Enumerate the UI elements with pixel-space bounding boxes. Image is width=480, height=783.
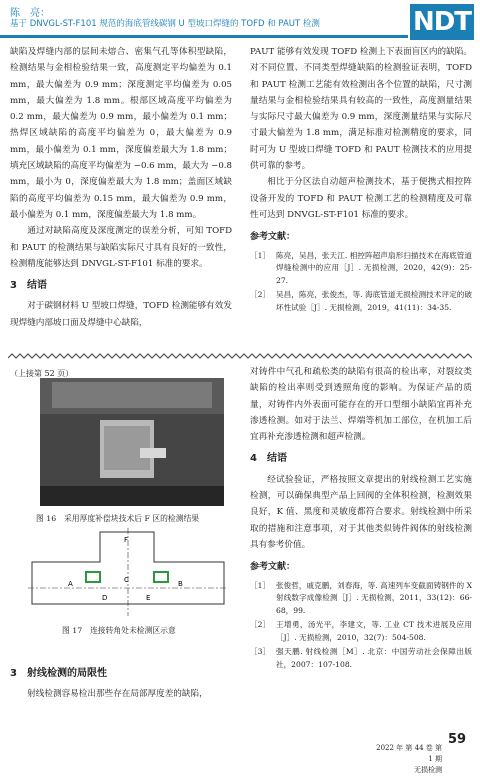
reference-item: ［3］ 强天鹏. 射线检测［M］. 北京：中国劳动社会保障出版社，2007：107-108. bbox=[250, 647, 472, 669]
issue-line: 2022 年 第 44 卷 第 1 期 bbox=[376, 744, 442, 763]
journal-name: 无损检测 bbox=[414, 766, 442, 774]
running-author: 陈 亮： bbox=[10, 8, 50, 19]
diagram-label-a: A bbox=[68, 580, 73, 588]
page-number: 59 bbox=[448, 732, 467, 747]
reference-item: ［2］ 吴昌，陈亮，张俊杰，等. 海底管道无损检测技术评定的破坏性试验［J］. 无损检测，2019，41(11)：34-35. bbox=[250, 290, 472, 312]
section-heading: 3 结语 bbox=[10, 280, 47, 292]
paragraph: 缺陷及焊缝内部的层间未熔合、密集气孔等体积型缺陷，检测结果与金相检验结果一致，高度测定平均偏差为 0.1 mm，最大偏差为 0.9 mm；深度测定平均偏差为 0.05 mm，最大偏差为 1.8 mm。根部区域高度平均偏差为 0.2 mm，最大偏差为 0.9 mm，最小偏差为 0.1 mm；热焊区域缺陷的高度平均偏差为 0，最大偏差为 0.9 mm，最小偏差为 0.1 mm，深度偏差最大为 1.8 mm；填充区域缺陷的高度平均偏差为 −0.6 mm，最大为 −0.8 mm，最小为 0，深度偏差最大为 1.8 mm；盖面区域缺陷的高度平均偏差为 0.15 mm，最大偏差为 0.9 mm，最小偏差为 0.1 mm，深度偏差最大为 1.8 mm。 bbox=[10, 47, 232, 220]
paragraph: 射线检测容易检出那些存在局部厚度差的缺陷， bbox=[27, 689, 208, 700]
top-right-column bbox=[250, 44, 472, 316]
figure-16-caption: 图 16 采用厚度补偿块技术后 F 区的检测结果 bbox=[36, 514, 200, 523]
references-heading: 参考文献： bbox=[250, 232, 296, 243]
paragraph: 对于碳钢材料 U 型坡口焊缝，TOFD 检测能够有效发现焊缝内部坡口面及焊缝中心缺陷， bbox=[10, 301, 232, 328]
bottom-left-column bbox=[10, 660, 232, 703]
running-title: 基于 DNVGL-ST-F101 规范的海底管线碳钢 U 型坡口焊缝的 TOFD 和 PAUT 检测 bbox=[10, 19, 320, 29]
continued-note: （上接第 52 页） bbox=[10, 369, 74, 378]
diagram-label-b: B bbox=[178, 580, 183, 588]
figure-17-diagram bbox=[28, 528, 228, 616]
reference-item: ［2］ 王增勇，汤光平，李建文，等. 工业 CT 技术进展及应用［J］. 无损检测，2010，32(7)：504-508. bbox=[250, 620, 472, 642]
diagram-label-d: D bbox=[102, 594, 108, 602]
figure-16-image bbox=[40, 378, 224, 506]
reference-item: ［1］ 陈亮，吴昌，张天江. 相控阵超声扇形扫描技术在海底管道焊缝检测中的应用［J］. 无损检测，2020，42(9)：25-27. bbox=[250, 250, 472, 285]
diagram-label-c: C bbox=[124, 576, 129, 584]
radiograph-photo bbox=[40, 378, 224, 506]
references-heading: 参考文献： bbox=[250, 562, 296, 573]
top-left-column bbox=[10, 44, 232, 331]
section-heading: 3 射线检测的局限性 bbox=[10, 668, 107, 679]
issue-info bbox=[372, 743, 442, 776]
figure-17-caption: 图 17 连接转角处未检测区示意 bbox=[62, 626, 176, 635]
paragraph: 相比于分区法自动超声检测技术，基于便携式相控阵设备开发的 TOFD 和 PAUT 检测工艺的检测精度及可靠性可达到 DNVGL-ST-F101 标准的要求。 bbox=[250, 177, 472, 220]
paragraph: PAUT 能够有效发现 TOFD 检测上下表面盲区内的缺陷。对不同位置、不同类型焊缝缺陷的检测验证表明，TOFD 和 PAUT 检测工艺能有效检测出各个位置的缺陷，尺寸测量结果与金相检验结果具有较高的一致性，高度测量结果与实际尺寸最大偏差为 0.9 mm，深度测量结果与实际尺寸最大偏差为 1.8 mm，满足标准对检测精度的要求，同时可为 U 型坡口焊缝 TOFD 和 PAUT 检测技术的应用提供可靠的参考。 bbox=[250, 47, 472, 172]
paragraph: 经试验验证，严格按照文章提出的射线检测工艺实施检测，可以确保典型产品上回阀的全体积检测，检测效果良好，K 值、黑度和灵敏度都符合要求。射线检测中所采取的措施和注意事项，对于其他类似铸件阀体的射线检测具有参考价值。 bbox=[250, 474, 472, 550]
section-divider bbox=[8, 352, 472, 360]
header-rule bbox=[0, 35, 408, 38]
diagram-label-f: F bbox=[124, 536, 129, 544]
bottom-right-column bbox=[250, 364, 472, 673]
reference-item: ［1］ 张俊哲，戚克鹏，刘春海，等. 高速列车变截面铸钢件的 X 射线数字成像检测［J］. 无损检测，2011，33(12)：66-68，99. bbox=[250, 580, 472, 615]
section-heading: 4 结语 bbox=[250, 453, 287, 465]
journal-logo: NDT bbox=[410, 4, 474, 40]
paragraph: 对铸件中气孔和疏松类的缺陷有很高的检出率，对裂纹类缺陷的检出率则受到透照角度的影响。为保证产品的质量，对铸件内外表面可能存在的开口型细小缺陷宜再补充渗透检测。如对于法兰、焊端等机加工部位，在机加工后宜再补充渗透检测和超声检测。 bbox=[250, 367, 472, 443]
paragraph: 通过对缺陷高度及深度测定的误差分析，可知 TOFD 和 PAUT 的检测结果与缺陷实际尺寸具有良好的一致性，检测精度能够达到 DNVGL-ST-F101 标准的要求。 bbox=[10, 226, 232, 269]
diagram-label-e: E bbox=[146, 594, 151, 602]
